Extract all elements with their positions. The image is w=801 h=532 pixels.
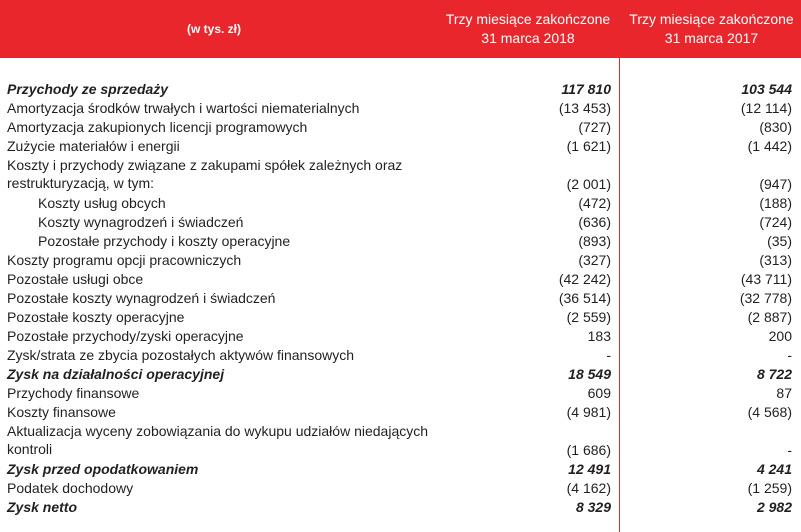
row-label: Przychody finansowe <box>7 385 140 401</box>
row-label: Pozostałe przychody i koszty operacyjne <box>38 233 291 249</box>
value-2018: (327) <box>578 252 611 268</box>
value-2017: 2 982 <box>756 499 792 515</box>
value-2018: (893) <box>578 233 611 249</box>
table-row <box>0 213 801 232</box>
table-row <box>0 270 801 289</box>
value-2018: (472) <box>578 195 611 211</box>
value-2018: (13 453) <box>558 100 611 116</box>
table-row <box>0 346 801 365</box>
value-2017: (830) <box>759 119 792 135</box>
table-row <box>0 251 801 270</box>
table-row <box>0 194 801 213</box>
row-label: Pozostałe koszty operacyjne <box>7 309 185 325</box>
table-row <box>0 365 801 384</box>
value-2018: 12 491 <box>568 461 611 477</box>
value-2018: (42 242) <box>558 271 611 287</box>
value-2017: (2 887) <box>747 309 792 325</box>
value-2018: (1 621) <box>566 138 611 154</box>
column-header-2018-line1: Trzy miesiące zakończone <box>445 11 611 27</box>
value-2017: (4 568) <box>747 404 792 420</box>
table-row <box>0 498 801 517</box>
row-label: Zysk przed opodatkowaniem <box>7 461 199 477</box>
row-label: Koszty programu opcji pracowniczych <box>7 252 242 268</box>
row-label: Zysk netto <box>7 499 78 515</box>
row-label: Koszty finansowe <box>7 404 116 420</box>
value-2018: (727) <box>578 119 611 135</box>
row-label: Pozostałe przychody/zyski operacyjne <box>7 328 244 344</box>
row-label: Zysk na działalności operacyjnej <box>7 366 225 382</box>
value-2017: (188) <box>759 195 792 211</box>
value-2017: (1 442) <box>747 138 792 154</box>
value-2017: (12 114) <box>740 100 792 116</box>
value-2017: (724) <box>759 214 792 230</box>
financial-table <box>0 80 801 517</box>
row-label: Aktualizacja wyceny zobowiązania do wykupu udziałów niedających kontroli <box>7 423 429 457</box>
row-label: Pozostałe koszty wynagrodzeń i świadczeń <box>7 290 276 306</box>
table-row <box>0 137 801 156</box>
table-row <box>0 308 801 327</box>
row-label: Podatek dochodowy <box>7 480 134 496</box>
value-2017: 8 722 <box>756 366 792 382</box>
table-row <box>0 479 801 498</box>
column-header-2017 <box>622 10 801 48</box>
value-2017: (43 711) <box>740 271 792 287</box>
value-2018: (4 981) <box>566 404 611 420</box>
value-2017: 200 <box>768 328 792 344</box>
value-2018: 117 810 <box>561 81 611 97</box>
value-2018: 18 549 <box>568 366 611 382</box>
value-2017: 4 241 <box>756 461 792 477</box>
value-2018: - <box>606 347 611 363</box>
row-label: Pozostałe usługi obce <box>7 271 144 287</box>
row-label: Koszty i przychody związane z zakupami spółek zależnych oraz restrukturyzacją, w tym: <box>7 157 403 191</box>
value-2018: (636) <box>578 214 611 230</box>
row-label: Zysk/strata ze zbycia pozostałych aktywów finansowych <box>7 347 355 363</box>
value-2017: (947) <box>759 176 792 192</box>
value-2017: 87 <box>776 385 792 401</box>
value-2017: 103 544 <box>741 81 792 97</box>
column-header-2017-line2: 31 marca 2017 <box>664 30 759 46</box>
table-row <box>0 156 801 194</box>
value-2017: - <box>787 442 792 458</box>
table-row <box>0 403 801 422</box>
table-row <box>0 327 801 346</box>
value-2017: (35) <box>767 233 792 249</box>
value-2017: (32 778) <box>739 290 792 306</box>
row-label: Koszty usług obcych <box>38 195 166 211</box>
value-2018: (4 162) <box>566 480 611 496</box>
value-2017: (1 259) <box>747 480 792 496</box>
value-2017: - <box>787 347 792 363</box>
table-header <box>0 0 801 58</box>
row-label: Przychody ze sprzedaży <box>7 81 169 97</box>
value-2018: (2 559) <box>566 309 611 325</box>
value-2018: (1 686) <box>566 442 611 458</box>
row-label: Amortyzacja zakupionych licencji programowych <box>7 119 308 135</box>
value-2017: (313) <box>759 252 792 268</box>
row-label: Koszty wynagrodzeń i świadczeń <box>38 214 244 230</box>
value-2018: 8 329 <box>575 499 611 515</box>
value-2018: 183 <box>587 328 611 344</box>
table-row <box>0 118 801 137</box>
table-row <box>0 99 801 118</box>
table-row <box>0 384 801 403</box>
table-row <box>0 460 801 479</box>
table-row <box>0 422 801 460</box>
row-label: Zużycie materiałów i energii <box>7 138 180 154</box>
table-row <box>0 232 801 251</box>
value-2018: (36 514) <box>558 290 611 306</box>
table-row <box>0 80 801 99</box>
row-label: Amortyzacja środków trwałych i wartości niematerialnych <box>7 100 360 116</box>
unit-label: (w tys. zł) <box>186 22 241 36</box>
value-2018: 609 <box>587 385 611 401</box>
column-header-2018 <box>440 10 616 48</box>
value-2018: (2 001) <box>566 176 611 192</box>
column-header-2018-line2: 31 marca 2018 <box>481 30 575 46</box>
column-header-2017-line1: Trzy miesiące zakończone <box>629 11 794 27</box>
table-row <box>0 289 801 308</box>
